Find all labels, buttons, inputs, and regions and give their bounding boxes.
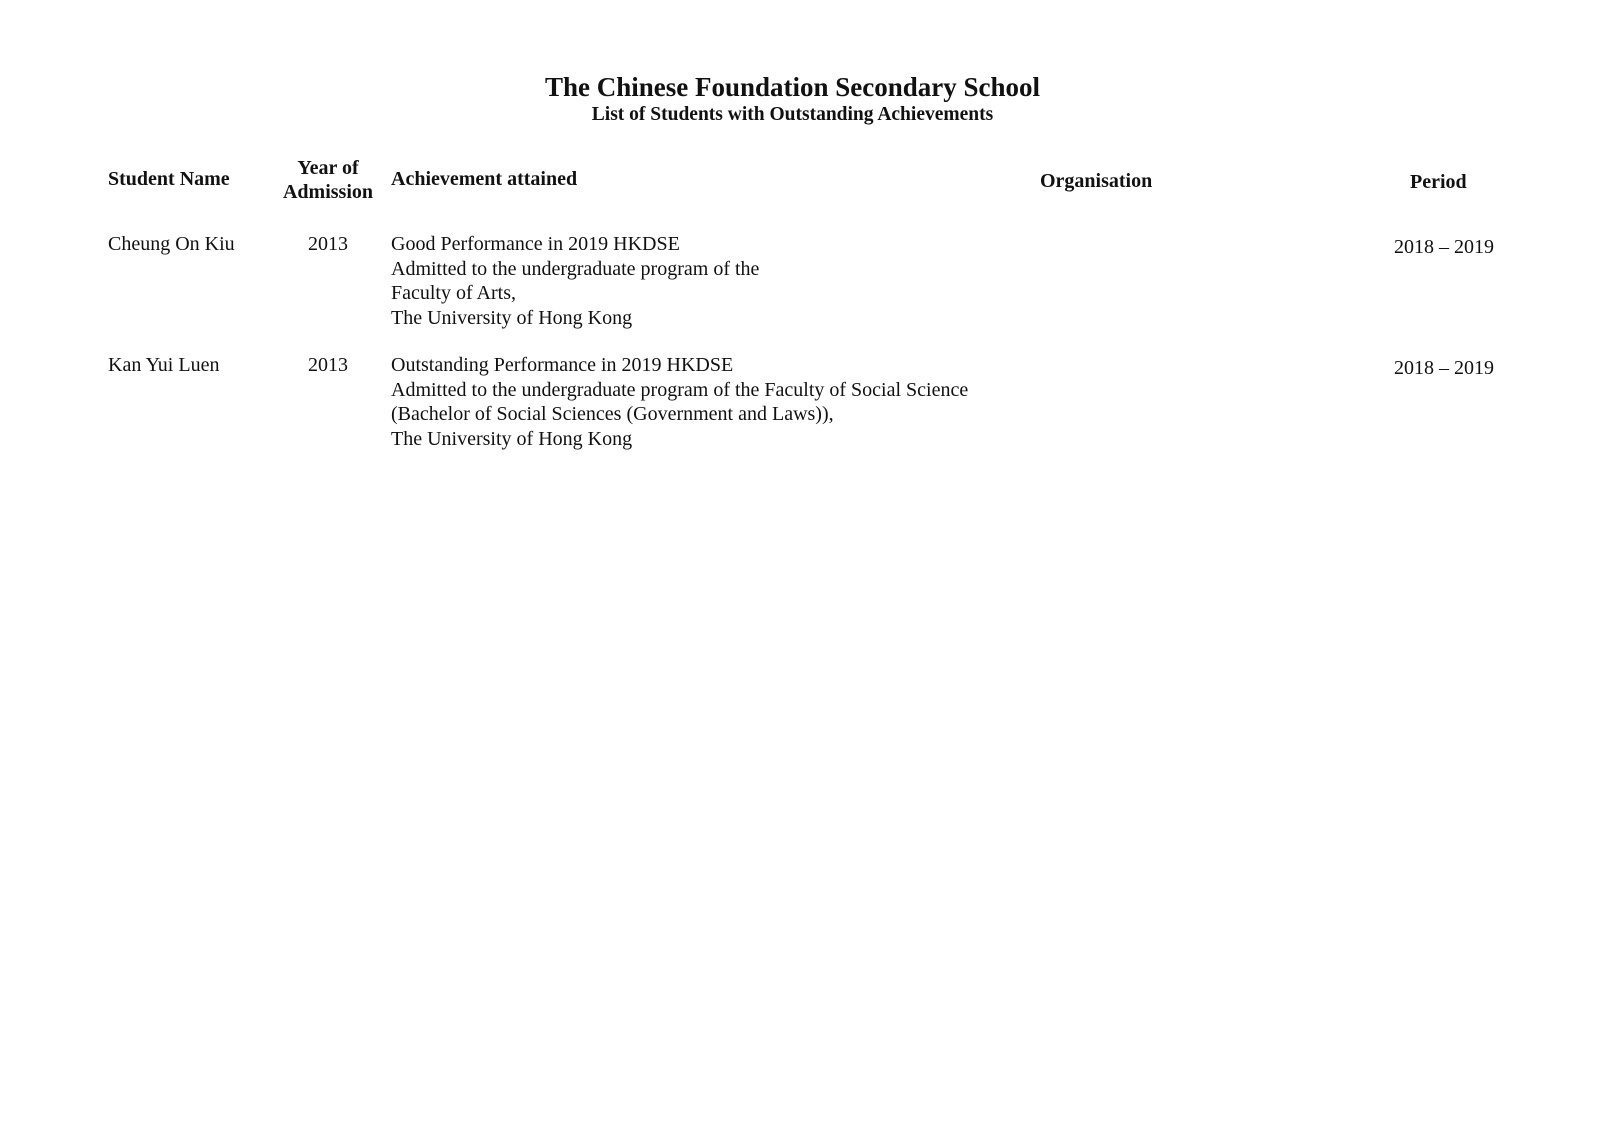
achievement-cell (391, 232, 1031, 330)
achievement-line: Outstanding Performance in 2019 HKDSE (391, 354, 734, 376)
achievement-line: The University of Hong Kong (391, 306, 633, 329)
year-of-admission: 2013 (308, 233, 348, 255)
period: 2018 – 2019 (1394, 357, 1494, 379)
achievement-line: Admitted to the undergraduate program of the Faculty of Social Science (391, 378, 969, 401)
header-organisation: Organisation (1040, 170, 1153, 192)
student-name: Cheung On Kiu (108, 233, 235, 255)
student-name: Kan Yui Luen (108, 354, 220, 376)
achievement-line: The University of Hong Kong (391, 427, 633, 450)
year-of-admission: 2013 (308, 354, 348, 376)
achievement-line: Good Performance in 2019 HKDSE (391, 233, 680, 255)
header-period: Period (1410, 171, 1467, 193)
achievement-line: (Bachelor of Social Sciences (Government and Laws)), (391, 403, 834, 425)
achievement-line: Faculty of Arts, (391, 282, 516, 304)
header-year-line2: Admission (282, 181, 374, 203)
period: 2018 – 2019 (1394, 236, 1494, 258)
header-year-of-admission (270, 156, 386, 204)
achievement-cell (391, 353, 1031, 451)
document-subtitle: List of Students with Outstanding Achievements (591, 104, 994, 125)
header-year-line1: Year of (297, 157, 359, 179)
header-achievement: Achievement attained (391, 168, 578, 190)
document-title: The Chinese Foundation Secondary School (544, 72, 1041, 102)
achievement-line: Admitted to the undergraduate program of the (391, 257, 760, 280)
header-student-name: Student Name (108, 168, 230, 190)
